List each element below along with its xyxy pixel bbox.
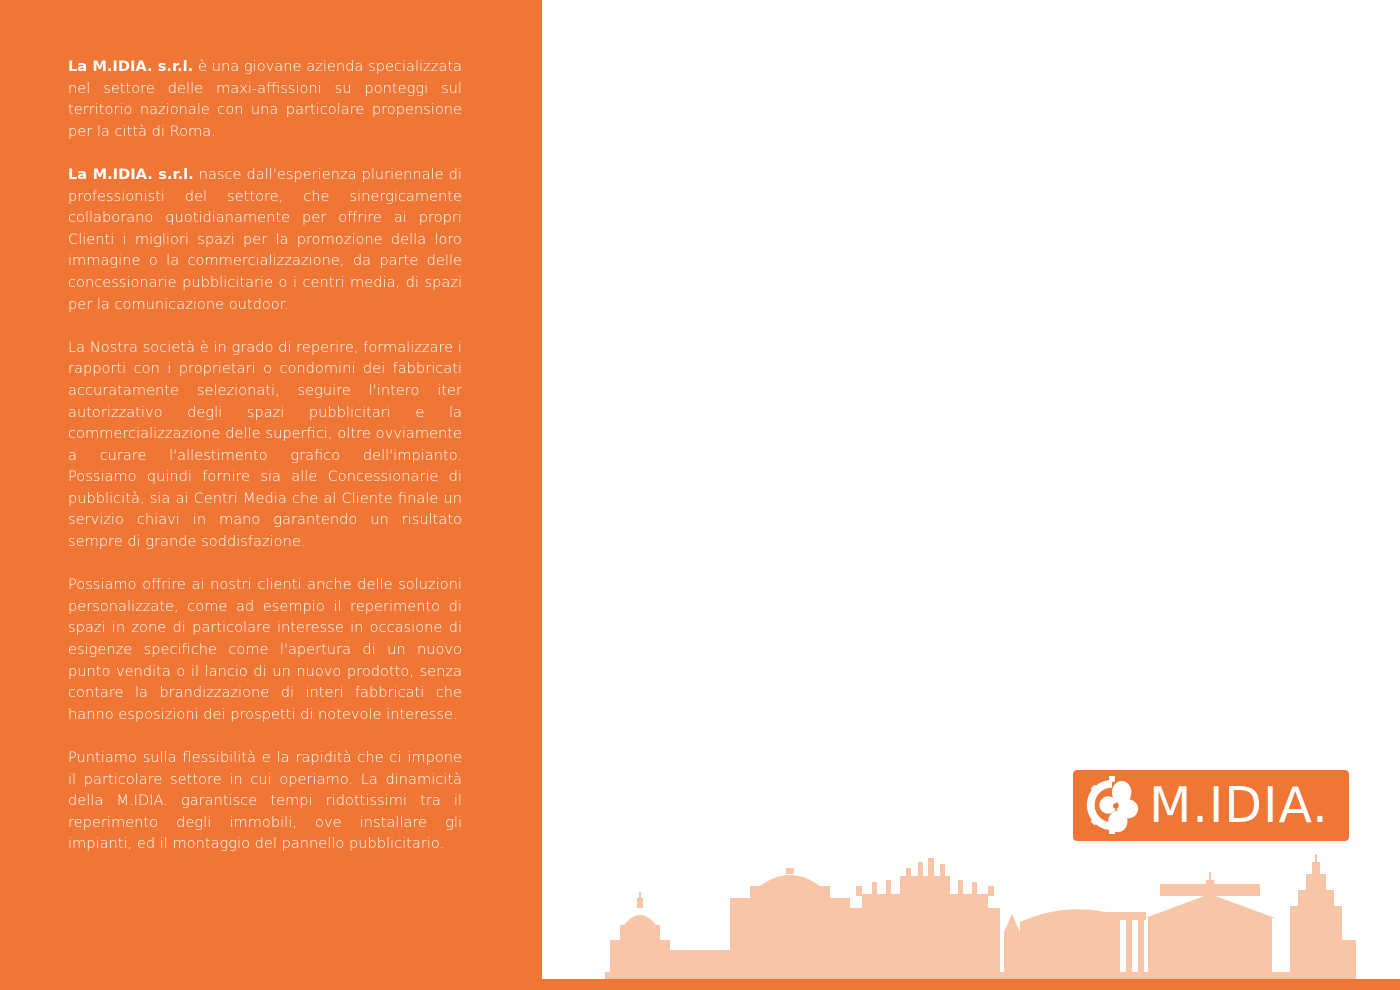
rome-skyline-icon	[600, 850, 1360, 980]
paragraph-text: Puntiamo sulla flessibilità e la rapidità che ci impone il particolare settore in cui operiamo. La dinamicità della M.IDIA. garantisce tempi ridottissimi tra il reperimento degli immobili, ove installare gli impianti, ed il montaggio del pannello pubblicitario.	[68, 749, 462, 853]
bottom-orange-bar	[542, 979, 1400, 990]
left-orange-panel	[0, 0, 542, 990]
paragraph-text: La Nostra società è in grado di reperire, formalizzare i rapporti con i proprietari o condomini dei fabbricati accuratamente selezionati, seguire l'intero iter autorizzativo degli spazi pubblicitari e la commercializzazione delle superfici, oltre ovviamente a curare l'allestimento grafico dell'impianto. Possiamo quindi fornire sia alle Concessionarie di pubblicità, sia ai Centri Media che al Cliente finale un servizio chiavi in mano garantendo un risultato sempre di grande soddisfazione.	[68, 338, 462, 551]
paragraph-3	[68, 337, 462, 553]
paragraph-text: nasce dall'esperienza pluriennale di professionisti del settore, che sinergicamente collaborano quotidianamente per offrire ai propri Clienti i migliori spazi per la promozione della loro immagine o la commercializzazione, da parte delle concessionarie pubblicitarie o i centri media, di spazi per la comunicazione outdoor.	[68, 165, 462, 313]
logo-wordmark: M.IDIA.	[1149, 777, 1329, 834]
paragraph-4	[68, 574, 462, 725]
paragraph-lead: La M.IDIA. s.r.l.	[68, 165, 194, 183]
midia-logo	[1073, 770, 1349, 841]
petal-gear-icon	[1083, 776, 1141, 834]
paragraph-1	[68, 56, 462, 142]
company-description	[68, 56, 462, 877]
paragraph-text: è una giovane azienda specializzata nel settore delle maxi-affissioni su ponteggi sul territorio nazionale con una particolare propensione per la città di Roma.	[68, 58, 462, 140]
paragraph-2	[68, 164, 462, 315]
paragraph-5	[68, 747, 462, 855]
paragraph-lead: La M.IDIA. s.r.l.	[68, 58, 194, 75]
paragraph-text: Possiamo offrire ai nostri clienti anche delle soluzioni personalizzate, come ad esempio il reperimento di spazi in zone di particolare interesse in occasione di esigenze specifiche come l'apertura di un nuovo punto vendita o il lancio di un nuovo prodotto, senza contare la brandizzazione di interi fabbricati che hanno esposizioni dei prospetti di notevole interesse.	[68, 576, 462, 723]
